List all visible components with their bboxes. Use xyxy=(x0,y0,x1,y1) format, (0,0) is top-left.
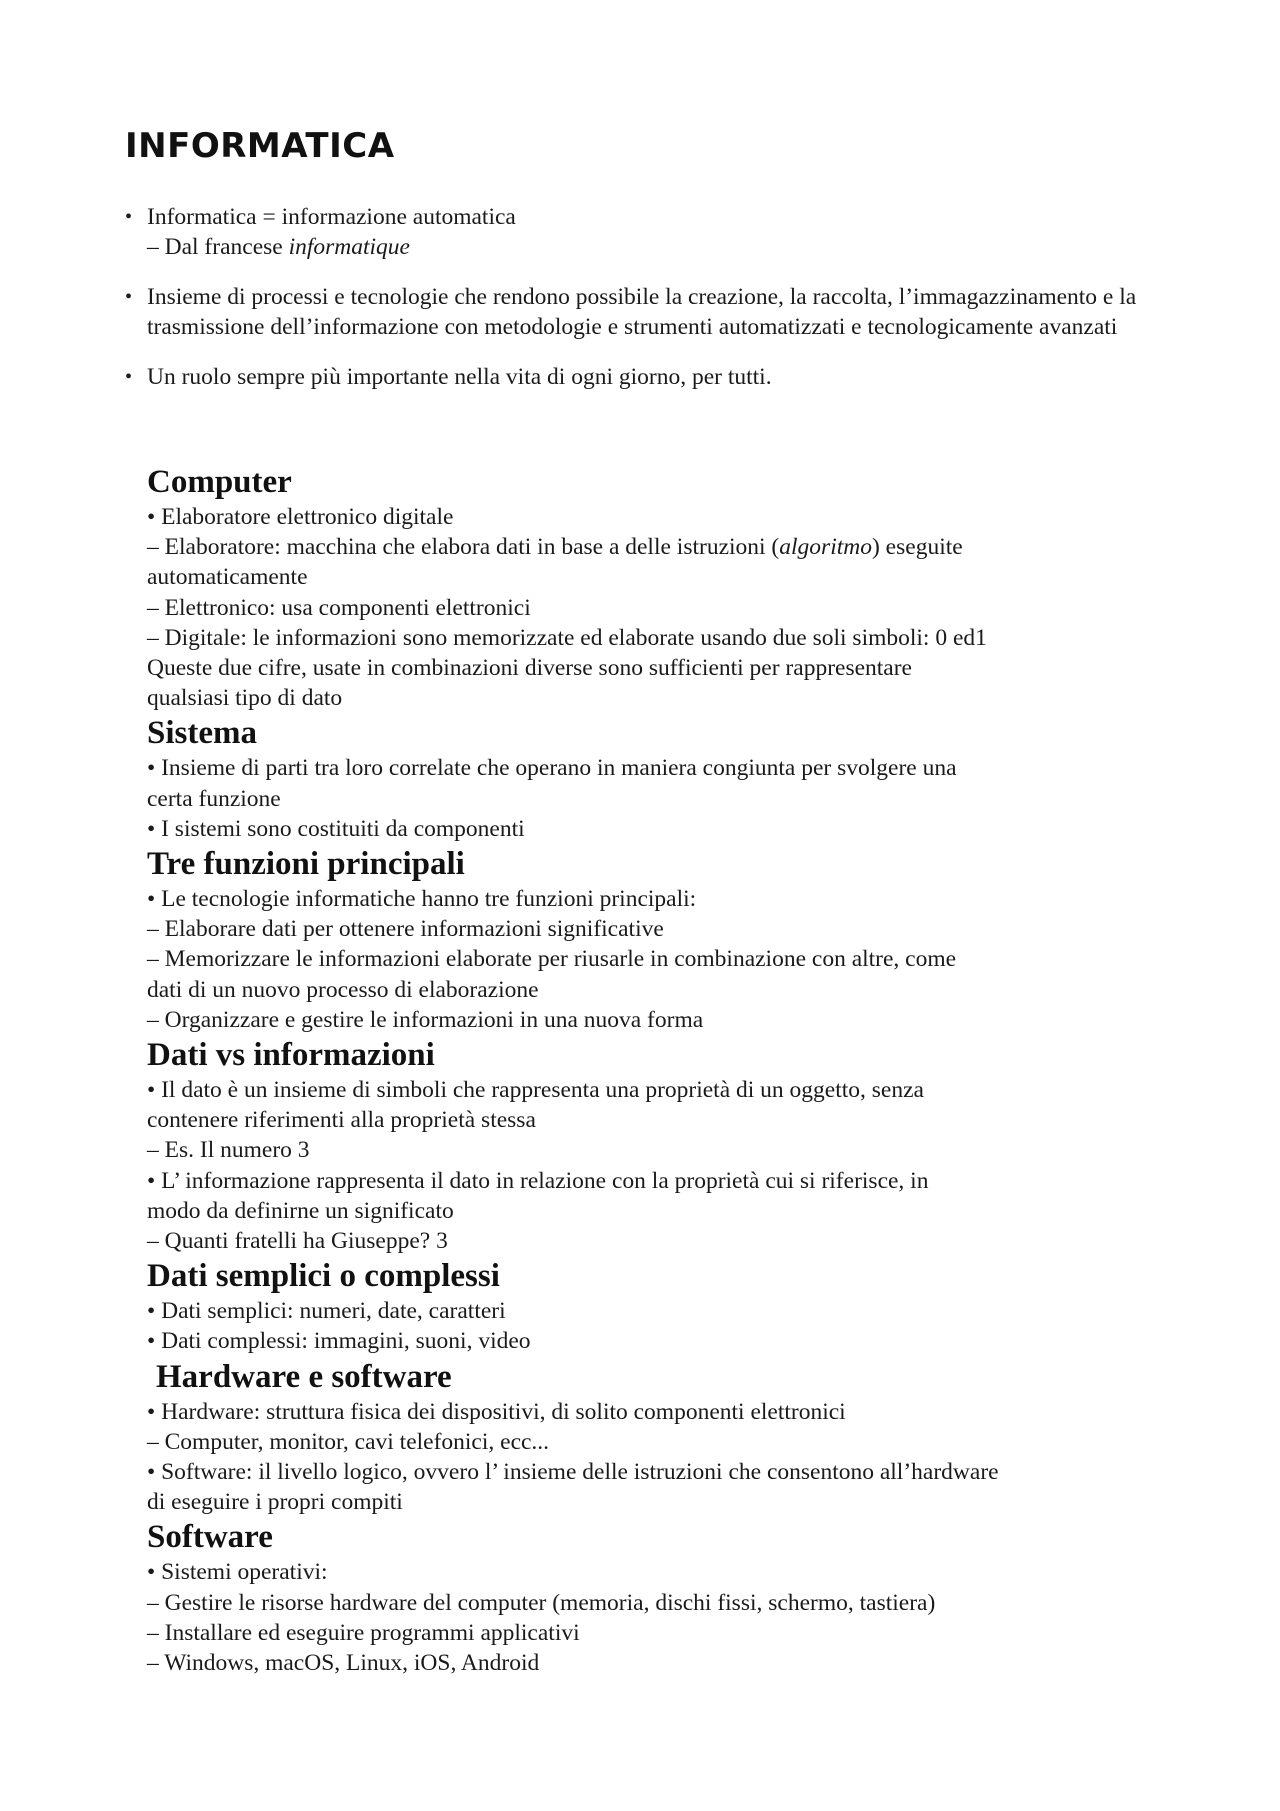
section-line: • Elaboratore elettronico digitale xyxy=(147,504,454,530)
section-line: modo da definirne un significato xyxy=(147,1197,454,1224)
section-line: • Hardware: struttura fisica dei dispositivi, di solito componenti elettronici xyxy=(147,1398,846,1425)
section-title: Dati vs informazioni xyxy=(147,1037,435,1074)
section-title: Sistema xyxy=(147,715,257,752)
intro-bullet xyxy=(125,202,1165,262)
section-line: • L’ informazione rappresenta il dato in relazione con la proprietà cui si riferisce, in xyxy=(147,1167,929,1194)
line-italic: algoritmo xyxy=(779,534,872,561)
section-line: – Windows, macOS, Linux, iOS, Android xyxy=(147,1650,540,1677)
section-line: • I sistemi sono costituiti da componenti xyxy=(147,815,525,842)
section-line: – Es. Il numero 3 xyxy=(147,1137,310,1164)
section-line: • Insieme di parti tra loro correlate che operano in maniera congiunta per svolgere una xyxy=(147,755,957,782)
section-title: Dati semplici o complessi xyxy=(147,1258,500,1295)
bullet-subline xyxy=(147,232,1165,262)
section-title: Computer xyxy=(147,464,292,500)
section-line: – Gestire le risorse hardware del computer (memoria, dischi fissi, schermo, tastiera) xyxy=(147,1589,936,1616)
section-line: Queste due cifre, usate in combinazioni diverse sono sufficienti per rappresentare xyxy=(147,655,912,682)
section-line xyxy=(147,532,1167,562)
section-hardware-e-software xyxy=(147,1357,1167,1518)
section-line: – Quanti fratelli ha Giuseppe? 3 xyxy=(147,1228,448,1255)
bullet-text: Insieme di processi e tecnologie che rendono possibile la creazione, la raccolta, l’immagazzinamento e la trasmissione dell’informazione con metodologie e strumenti automatizzati e tecnologicamente avanzati xyxy=(147,284,1137,340)
section-software xyxy=(147,1517,1167,1678)
section-title: Hardware e software xyxy=(156,1358,452,1395)
page-title: INFORMATICA xyxy=(125,126,395,166)
section-line: qualsiasi tipo di dato xyxy=(147,685,343,712)
section-line: • Dati complessi: immagini, suoni, video xyxy=(147,1328,531,1355)
bullet-text: Un ruolo sempre più importante nella vita di ogni giorno, per tutti. xyxy=(147,364,772,390)
section-sistema xyxy=(147,713,1167,844)
subline-prefix: – Dal francese xyxy=(147,234,289,260)
sections-container xyxy=(147,462,1167,1678)
section-line: contenere riferimenti alla proprietà stessa xyxy=(147,1107,536,1134)
section-line: – Digitale: le informazioni sono memorizzate ed elaborate usando due soli simboli: 0 ed1 xyxy=(147,624,987,651)
section-tre-funzioni-principali xyxy=(147,844,1167,1035)
section-dati-semplici-o-complessi xyxy=(147,1256,1167,1356)
section-line: certa funzione xyxy=(147,785,281,812)
intro-bullet xyxy=(125,362,1165,392)
section-line: – Computer, monitor, cavi telefonici, ecc... xyxy=(147,1428,550,1455)
section-line: – Elettronico: usa componenti elettronici xyxy=(147,594,531,621)
section-line: di eseguire i propri compiti xyxy=(147,1489,403,1516)
section-title: Software xyxy=(147,1519,273,1556)
section-line: • Dati semplici: numeri, date, caratteri xyxy=(147,1298,506,1325)
intro-bullet xyxy=(125,282,1165,342)
section-line: • Il dato è un insieme di simboli che rappresenta una proprietà di un oggetto, senza xyxy=(147,1077,924,1104)
section-computer xyxy=(147,462,1167,713)
section-line: dati di un nuovo processo di elaborazione xyxy=(147,976,539,1003)
line-text: ) eseguite xyxy=(871,534,963,561)
line-text: – Elaboratore: macchina che elabora dati in base a delle istruzioni ( xyxy=(147,534,780,561)
intro-bullet-list xyxy=(125,202,1165,412)
section-line: automaticamente xyxy=(147,564,308,591)
section-line: – Memorizzare le informazioni elaborate per riusarle in combinazione con altre, come xyxy=(147,946,957,973)
section-title: Tre funzioni principali xyxy=(147,846,465,883)
section-line: • Le tecnologie informatiche hanno tre funzioni principali: xyxy=(147,886,697,913)
section-line: • Sistemi operativi: xyxy=(147,1559,328,1586)
section-dati-vs-informazioni xyxy=(147,1035,1167,1256)
subline-italic: informatique xyxy=(288,234,410,260)
section-line: – Organizzare e gestire le informazioni in una nuova forma xyxy=(147,1006,704,1033)
section-line: – Installare ed eseguire programmi applicativi xyxy=(147,1619,580,1646)
section-line: • Software: il livello logico, ovvero l’ insieme delle istruzioni che consentono all’hardware xyxy=(147,1459,999,1486)
bullet-text: Informatica = informazione automatica xyxy=(147,204,516,230)
section-line: – Elaborare dati per ottenere informazioni significative xyxy=(147,916,664,943)
